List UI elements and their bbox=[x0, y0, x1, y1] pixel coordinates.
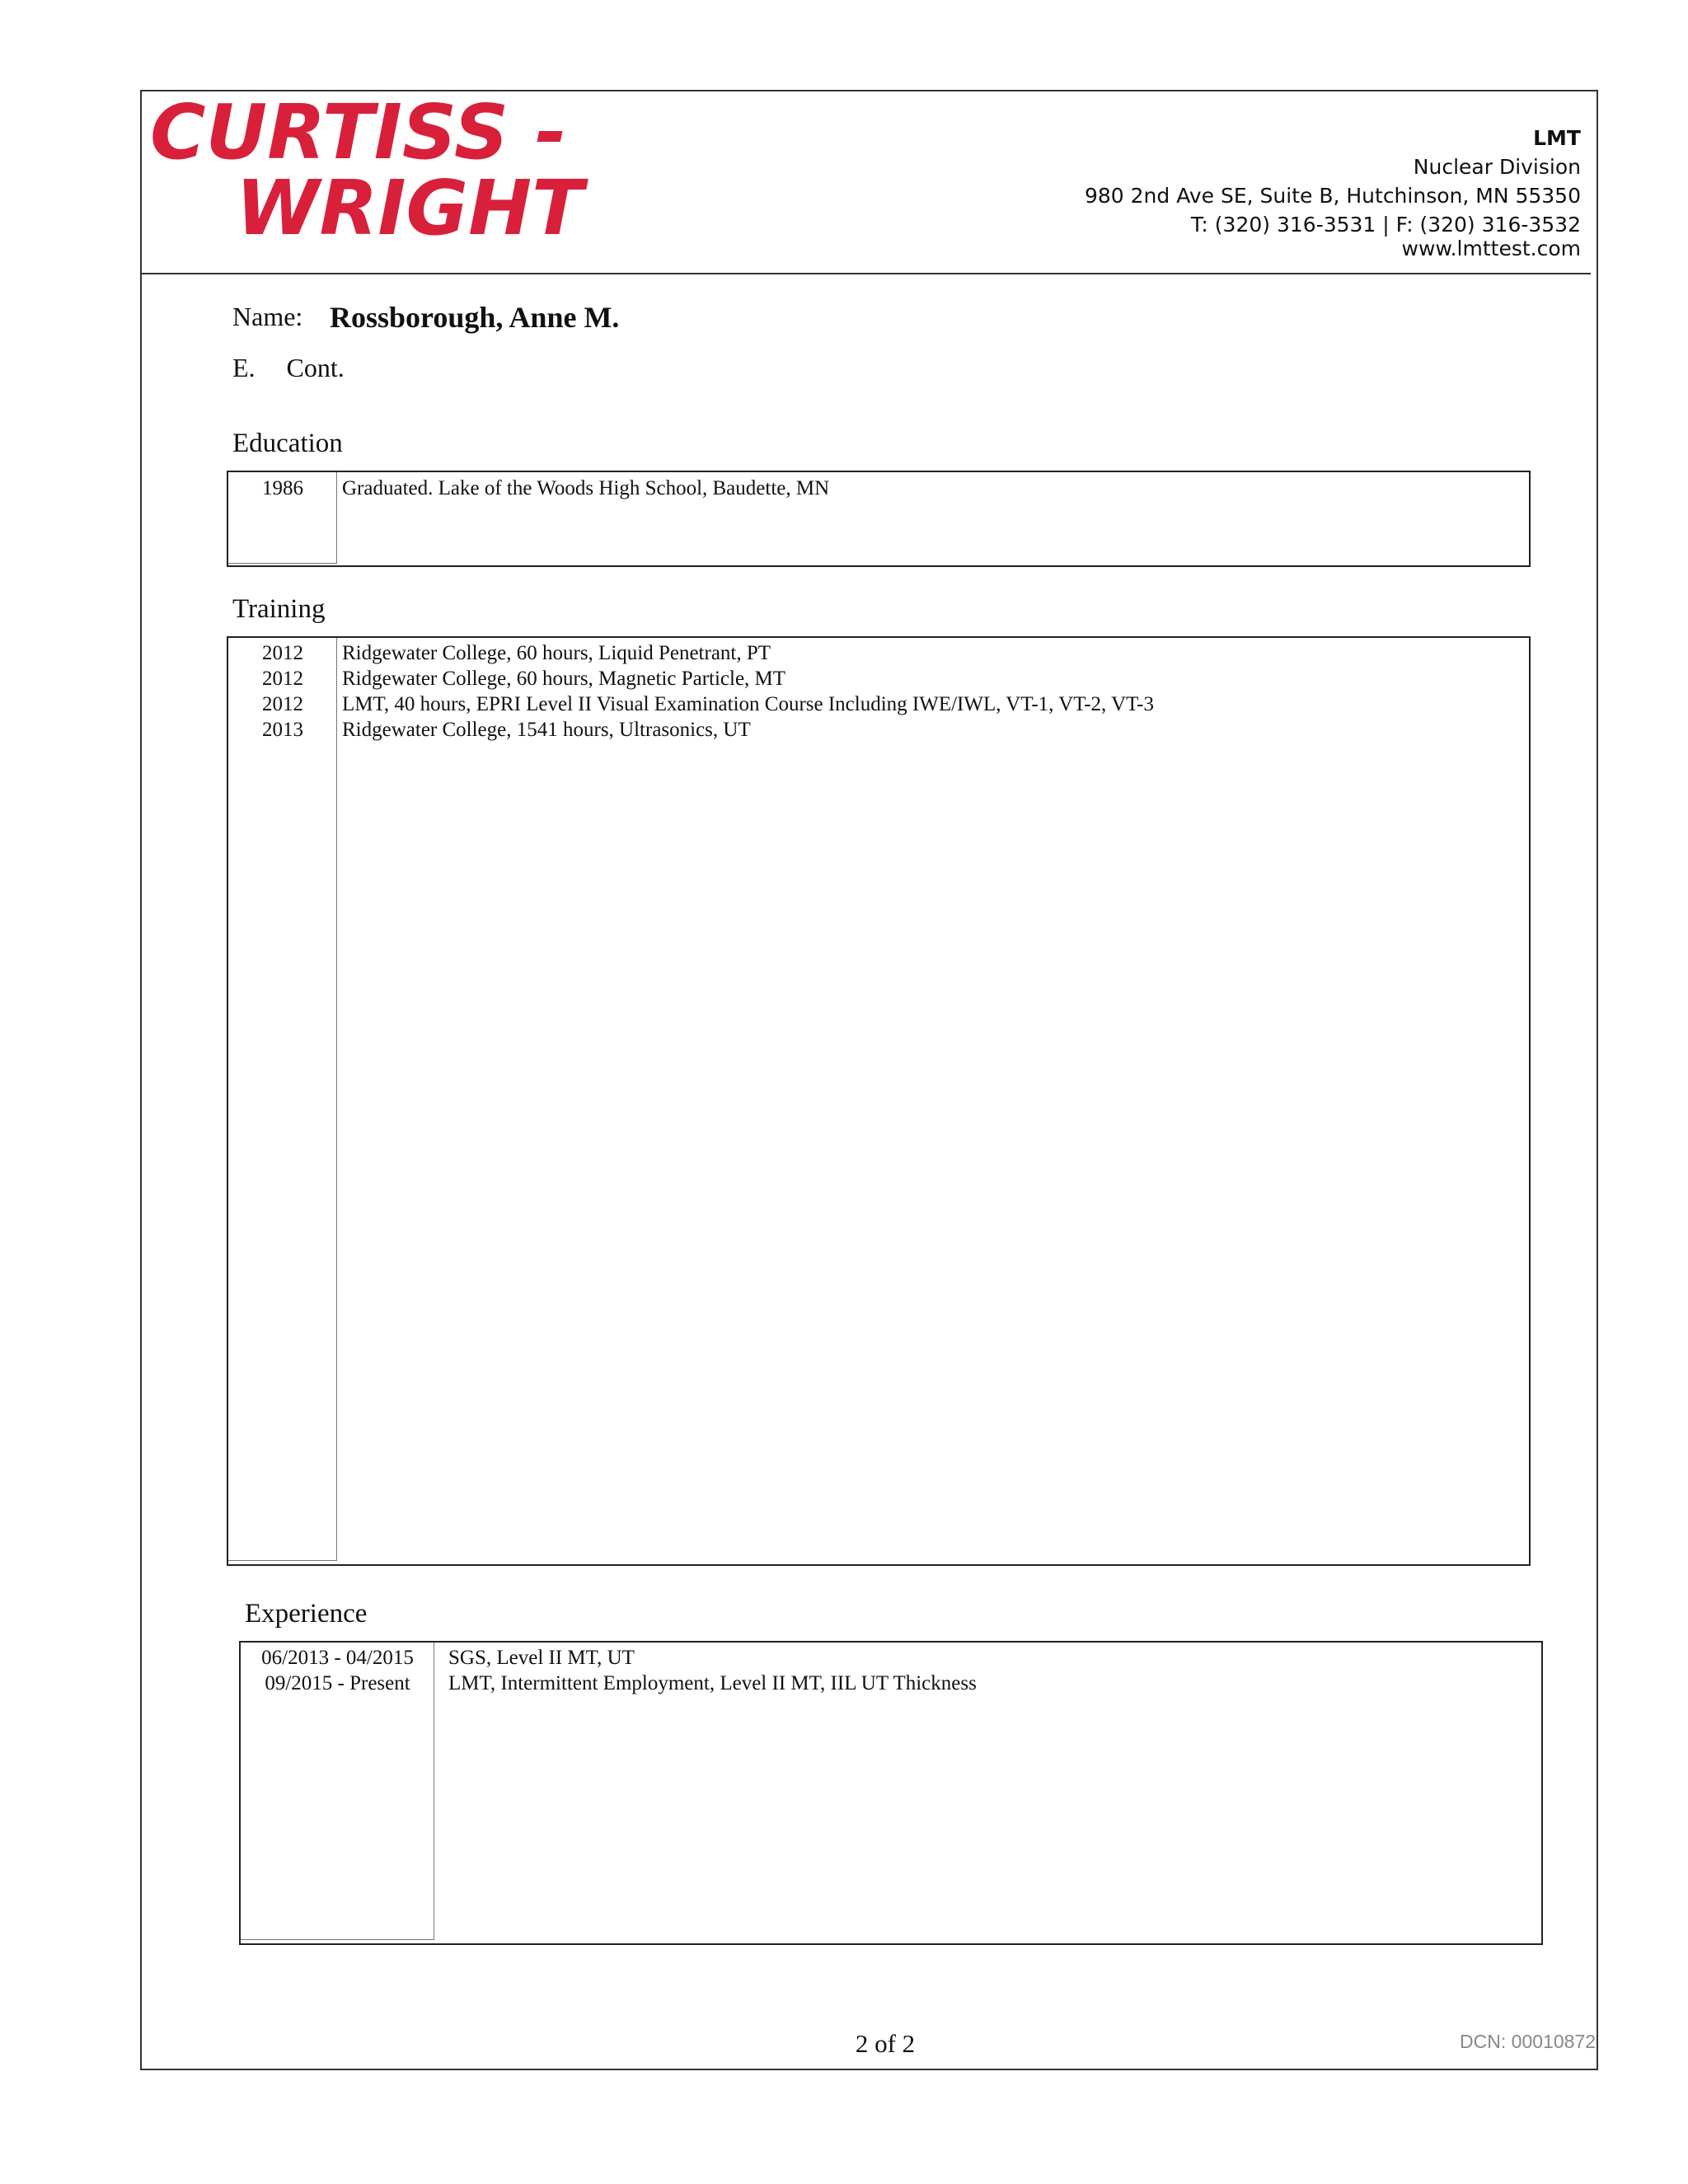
name-label: Name: bbox=[232, 302, 303, 331]
company-name: LMT bbox=[1533, 126, 1581, 150]
training-year: 2013 bbox=[262, 719, 303, 741]
street-address: 980 2nd Ave SE, Suite B, Hutchinson, MN 55350 bbox=[1084, 184, 1581, 208]
training-year: 2012 bbox=[262, 668, 303, 690]
training-year: 2012 bbox=[262, 642, 303, 664]
experience-entry: SGS, Level II MT, UT bbox=[448, 1647, 635, 1669]
training-entry: Ridgewater College, 60 hours, Magnetic Particle, MT bbox=[342, 668, 786, 690]
training-year: 2012 bbox=[262, 693, 303, 715]
training-entry: LMT, 40 hours, EPRI Level II Visual Examination Course Including IWE/IWL, VT-1, VT-2, VT-3 bbox=[342, 693, 1154, 715]
logo-line-1: CURTISS - bbox=[150, 92, 567, 176]
experience-table bbox=[239, 1641, 1543, 1945]
section-letter: E. bbox=[232, 353, 256, 382]
education-entry: Graduated. Lake of the Woods High School, Baudette, MN bbox=[342, 477, 830, 499]
education-title: Education bbox=[232, 429, 343, 458]
header-divider bbox=[140, 273, 1591, 274]
experience-entry: LMT, Intermittent Employment, Level II MT, IIL UT Thickness bbox=[448, 1672, 977, 1694]
training-table bbox=[227, 636, 1531, 1566]
section-note: Cont. bbox=[286, 353, 345, 382]
division-name: Nuclear Division bbox=[1413, 155, 1581, 179]
education-year: 1986 bbox=[262, 477, 303, 499]
training-year-column bbox=[228, 638, 337, 1561]
document-control-number: DCN: 00010872 bbox=[1460, 2031, 1596, 2052]
phone-fax: T: (320) 316-3531 | F: (320) 316-3532 bbox=[1190, 213, 1581, 237]
training-entry: Ridgewater College, 1541 hours, Ultrasonics, UT bbox=[342, 719, 751, 741]
person-name: Rossborough, Anne M. bbox=[330, 301, 620, 334]
experience-title: Experience bbox=[245, 1599, 368, 1629]
website-link[interactable]: www.lmttest.com bbox=[1401, 237, 1581, 260]
company-address-block bbox=[1085, 124, 1581, 263]
section-continuation bbox=[232, 353, 376, 383]
page-number: 2 of 2 bbox=[855, 2029, 916, 2058]
education-table bbox=[227, 471, 1531, 567]
training-entry: Ridgewater College, 60 hours, Liquid Penetrant, PT bbox=[342, 642, 771, 664]
training-title: Training bbox=[232, 594, 326, 624]
company-logo bbox=[147, 92, 674, 253]
experience-dates: 06/2013 - 04/2015 bbox=[261, 1647, 414, 1669]
logo-line-2: WRIGHT bbox=[236, 164, 584, 249]
experience-dates: 09/2015 - Present bbox=[265, 1672, 410, 1694]
